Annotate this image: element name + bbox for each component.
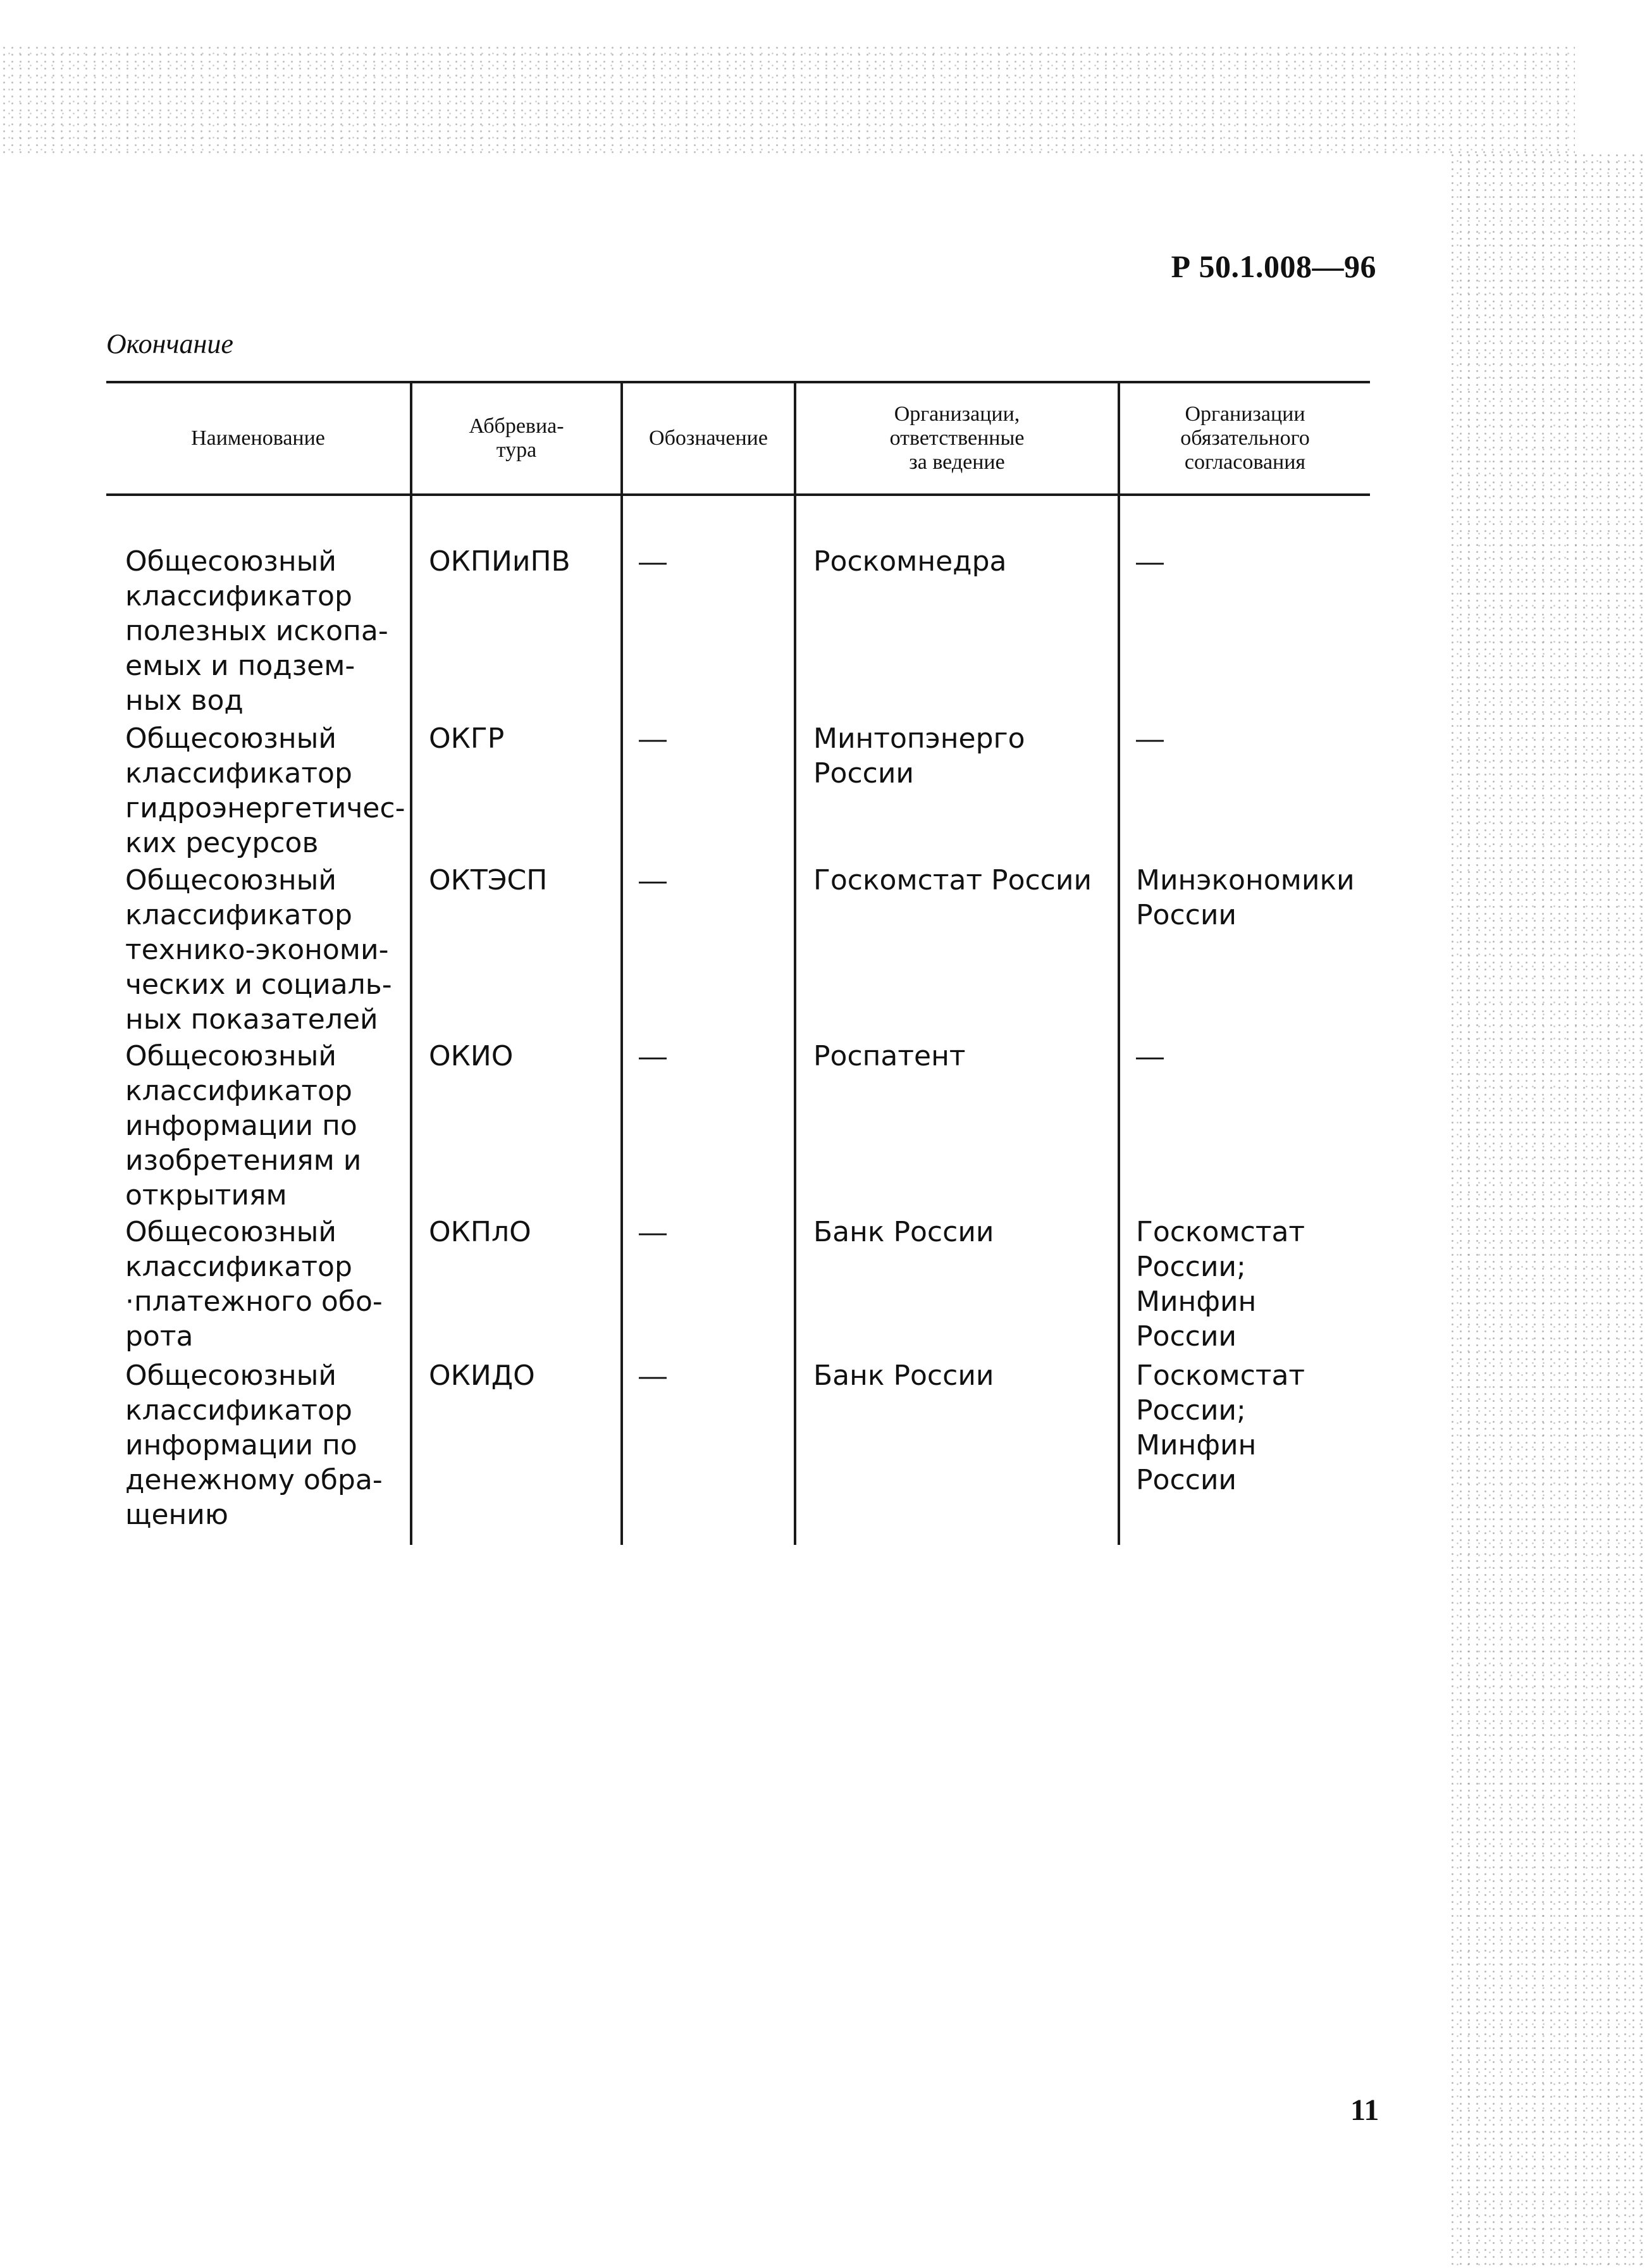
cell-name: Общесоюзный классификатор информации по изобретениям и открытиям: [125, 1040, 362, 1211]
cell-coordination: Минэкономики России: [1136, 864, 1355, 931]
cell-coordination: Госкомстат России; Минфин России: [1136, 1216, 1305, 1353]
cell-designation: —: [639, 723, 667, 754]
document-code: Р 50.1.008—96: [1171, 249, 1376, 284]
cell-responsible: Минтопэнерго России: [813, 722, 1025, 790]
cell-designation: —: [639, 865, 667, 896]
cell-coordination: —: [1136, 1041, 1164, 1072]
cell-abbreviation: ОКТЭСП: [429, 864, 548, 896]
cell-name: Общесоюзный классификатор ·платежного обо- рота: [125, 1216, 383, 1353]
column-divider: [794, 381, 796, 1545]
scan-noise-right: [1448, 152, 1647, 2268]
header-designation: Обозначение: [649, 426, 768, 450]
header-responsible: Организации, ответственные за ведение: [889, 402, 1025, 474]
column-divider: [1118, 381, 1120, 1545]
cell-name: Общесоюзный классификатор гидроэнергетичес- ких ресурсов: [125, 722, 405, 859]
cell-designation: —: [639, 1217, 667, 1248]
cell-designation: —: [639, 1360, 667, 1391]
page-number: 11: [1350, 2093, 1379, 2127]
cell-abbreviation: ОКПИиПВ: [429, 545, 571, 578]
cell-abbreviation: ОКПлО: [429, 1216, 531, 1248]
table-header-rule: [106, 493, 1370, 496]
header-name: Наименование: [191, 426, 325, 450]
cell-abbreviation: ОКИДО: [429, 1360, 535, 1392]
cell-coordination: Госкомстат России; Минфин России: [1136, 1360, 1305, 1496]
cell-responsible: Банк России: [813, 1360, 994, 1392]
cell-responsible: Роскомнедра: [813, 545, 1007, 578]
header-coordination: Организации обязательного согласования: [1180, 402, 1310, 474]
header-abbreviation: Аббревиа- тура: [469, 414, 564, 462]
cell-responsible: Госкомстат России: [813, 864, 1092, 896]
continuation-label: Окончание: [106, 328, 233, 359]
cell-responsible: Роспатент: [813, 1040, 966, 1072]
cell-name: Общесоюзный классификатор технико-экономи- ческих и социаль- ных показателей: [125, 864, 392, 1036]
cell-name: Общесоюзный классификатор полезных ископа- емых и подзем- ных вод: [125, 545, 388, 717]
cell-abbreviation: ОКИО: [429, 1040, 514, 1072]
cell-designation: —: [639, 546, 667, 577]
cell-responsible: Банк России: [813, 1216, 994, 1248]
cell-name: Общесоюзный классификатор информации по денежному обра- щению: [125, 1360, 383, 1531]
cell-coordination: —: [1136, 546, 1164, 577]
cell-coordination: —: [1136, 723, 1164, 754]
cell-abbreviation: ОКГР: [429, 722, 505, 755]
cell-designation: —: [639, 1041, 667, 1072]
column-divider: [410, 381, 412, 1545]
column-divider: [620, 381, 623, 1545]
scan-noise-top: [0, 44, 1575, 155]
